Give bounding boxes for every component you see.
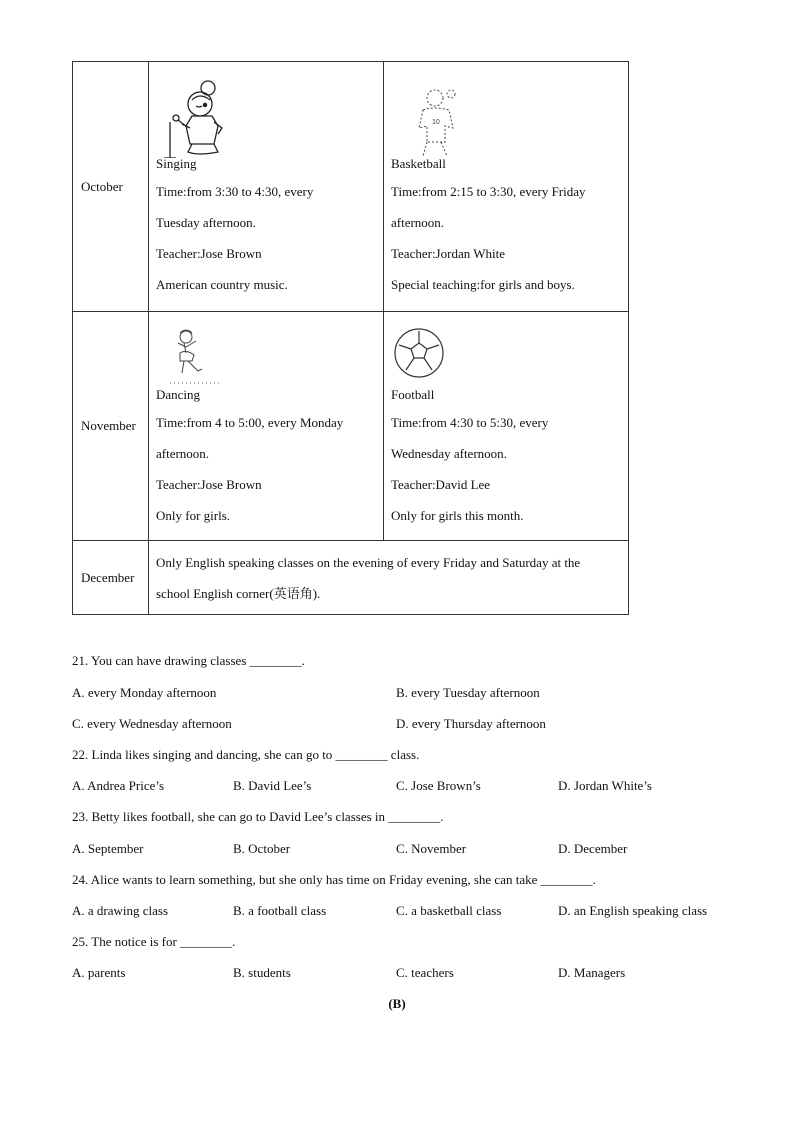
activity-line: Special teaching:for girls and boys. <box>391 276 575 292</box>
activity-line: afternoon. <box>391 214 445 230</box>
question-stem: 25. The notice is for ________. <box>72 934 236 949</box>
activity-title: Basketball <box>391 155 446 171</box>
question-stem: 24. Alice wants to learn something, but she only has time on Friday evening, she can take ________. <box>72 872 596 887</box>
table-row <box>73 541 629 615</box>
basketball-player-icon <box>391 74 621 154</box>
activity-line: Only for girls this month. <box>391 508 524 523</box>
activity-title: Football <box>391 387 435 402</box>
answer-option[interactable]: A. every Monday afternoon <box>72 685 217 700</box>
answer-option[interactable]: B. students <box>233 965 291 980</box>
activity-line: Teacher:Jordan White <box>391 245 505 261</box>
singer-girl-icon <box>156 74 376 154</box>
answer-option[interactable]: B. October <box>233 841 291 856</box>
activity-line: Only for girls. <box>156 508 231 523</box>
activity-line: Time:from 2:15 to 3:30, every Friday <box>391 183 586 199</box>
answer-option[interactable]: D. Jordan White’s <box>558 778 652 793</box>
answer-option[interactable]: B. every Tuesday afternoon <box>396 685 540 700</box>
table-row <box>73 62 629 312</box>
answer-option[interactable]: C. November <box>396 841 467 856</box>
answer-option[interactable]: A. parents <box>72 965 126 980</box>
football-icon <box>391 321 621 385</box>
answer-option[interactable]: A. September <box>72 841 144 856</box>
month-cell: November <box>73 312 149 541</box>
december-note-line: school English corner(英语角). <box>156 585 321 601</box>
answer-option[interactable]: C. teachers <box>396 965 454 980</box>
question-stem: 22. Linda likes singing and dancing, she can go to ________ class. <box>72 747 420 762</box>
activity-line: American country music. <box>156 276 288 292</box>
question-stem: 23. Betty likes football, she can go to David Lee’s classes in ________. <box>72 809 444 824</box>
activity-line: Time:from 3:30 to 4:30, every <box>156 183 314 199</box>
question-stem: 21. You can have drawing classes ________. <box>72 653 305 668</box>
activity-schedule-table <box>72 61 629 615</box>
activity-cell-basketball <box>384 62 629 312</box>
answer-option[interactable]: A. Andrea Price’s <box>72 778 165 793</box>
section-label: (B) <box>388 996 406 1011</box>
activity-line: Time:from 4 to 5:00, every Monday <box>156 415 344 430</box>
answer-option[interactable]: A. a drawing class <box>72 903 169 918</box>
activity-line: Teacher:Jose Brown <box>156 245 262 261</box>
activity-cell-dancing <box>149 312 384 541</box>
table-row <box>73 312 629 541</box>
answer-option[interactable]: D. an English speaking class <box>558 903 708 918</box>
answer-option[interactable]: C. Jose Brown’s <box>396 778 481 793</box>
svg-text:10: 10 <box>432 118 440 126</box>
answer-option[interactable]: D. Managers <box>558 965 626 980</box>
activity-line: Tuesday afternoon. <box>156 214 256 230</box>
december-note <box>149 541 629 615</box>
activity-line: Teacher:David Lee <box>391 477 491 492</box>
answer-option[interactable]: C. a basketball class <box>396 903 502 918</box>
answer-option[interactable]: B. David Lee’s <box>233 778 312 793</box>
month-cell: October <box>73 62 149 312</box>
answer-option[interactable]: B. a football class <box>233 903 327 918</box>
activity-title: Singing <box>156 155 197 171</box>
answer-option[interactable]: D. every Thursday afternoon <box>396 716 546 731</box>
dancing-girl-icon <box>156 321 376 385</box>
answer-option[interactable]: C. every Wednesday afternoon <box>72 716 232 731</box>
activity-line: Teacher:Jose Brown <box>156 477 262 492</box>
activity-cell-singing <box>149 62 384 312</box>
december-note-line: Only English speaking classes on the evening of every Friday and Saturday at the <box>156 554 581 570</box>
activity-line: Time:from 4:30 to 5:30, every <box>391 415 549 430</box>
activity-title: Dancing <box>156 387 201 402</box>
activity-line: afternoon. <box>156 446 210 461</box>
answer-option[interactable]: D. December <box>558 841 628 856</box>
activity-line: Wednesday afternoon. <box>391 446 507 461</box>
activity-cell-football <box>384 312 629 541</box>
month-cell: December <box>73 541 149 615</box>
